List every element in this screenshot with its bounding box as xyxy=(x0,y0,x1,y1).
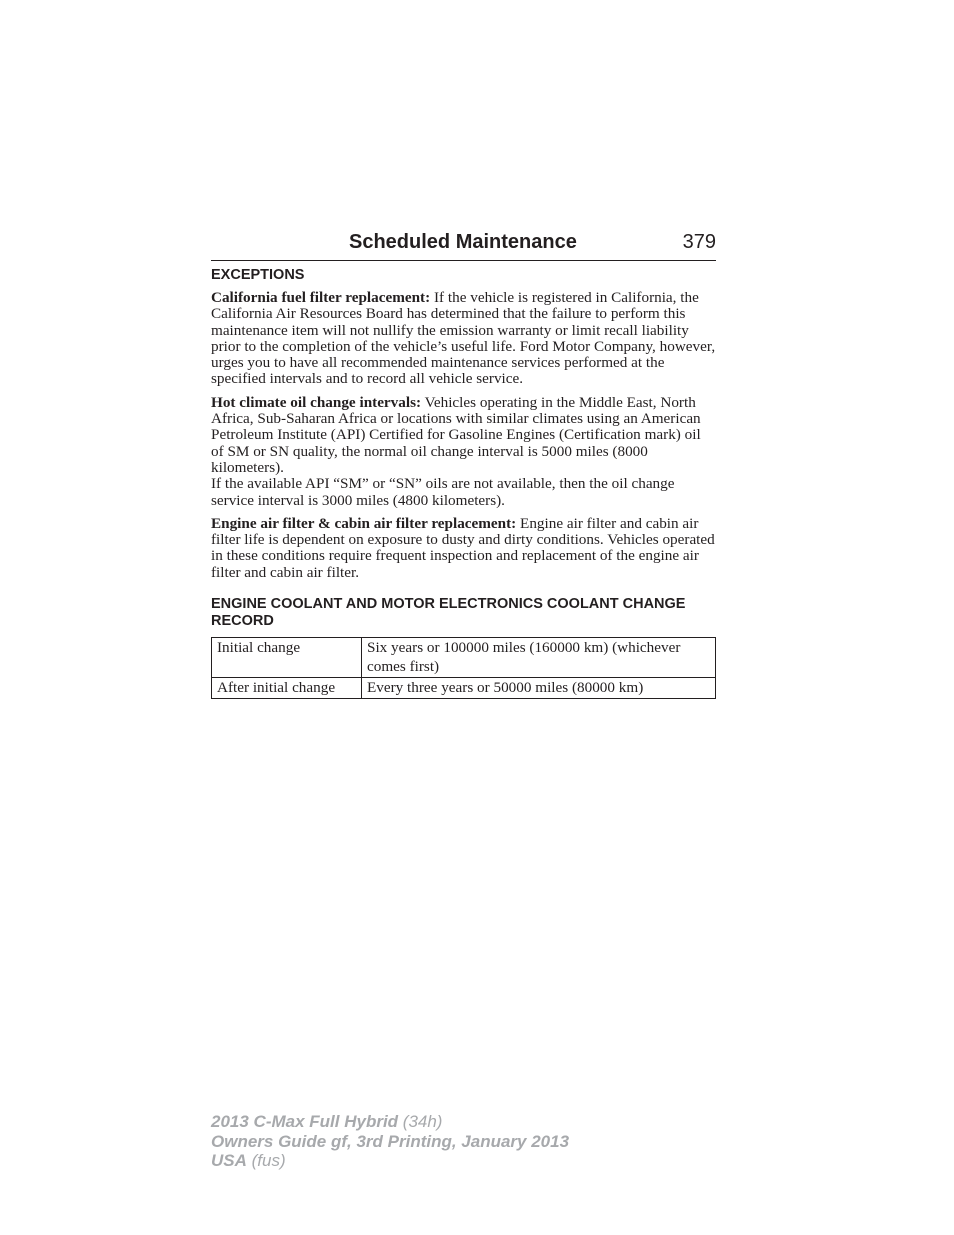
table-cell-value: Every three years or 50000 miles (80000 km) xyxy=(362,678,716,699)
california-fuel-filter-paragraph xyxy=(211,290,716,388)
air-filter-paragraph xyxy=(211,516,716,581)
footer-guide-line xyxy=(211,1132,569,1152)
coolant-change-table xyxy=(211,637,716,699)
footer-market-code: (fus) xyxy=(246,1151,286,1170)
footer-market-line xyxy=(211,1151,569,1171)
page-number: 379 xyxy=(682,231,716,253)
footer-model-line xyxy=(211,1112,569,1132)
table-cell-label: After initial change xyxy=(212,678,362,699)
paragraph-lead: Hot climate oil change intervals: xyxy=(211,393,422,411)
footer-market: USA xyxy=(211,1151,247,1170)
paragraph-text-continued: If the available API “SM” or “SN” oils are not available, then the oil change service interval is 3000 miles (4800 kilometers). xyxy=(211,475,675,509)
paragraph-text: Vehicles operating in the Middle East, North Africa, Sub-Saharan Africa or locations with similar climates using an American Petroleum Institute (API) Certified for Gasoline Engines (Certification mark) oil of SM or SN quality, the normal oil change interval is 5000 miles (8000 kilometers). xyxy=(211,393,701,476)
paragraph-text: Engine air filter and cabin air filter life is dependent on exposure to dusty and dirty conditions. Vehicles operated in these conditions require frequent inspection and replacement of the engine air filter and cabin air filter. xyxy=(211,514,715,581)
page-title: Scheduled Maintenance xyxy=(349,231,577,253)
footer-model-code: (34h) xyxy=(398,1112,443,1131)
page-header xyxy=(211,230,716,261)
coolant-record-heading: ENGINE COOLANT AND MOTOR ELECTRONICS COOLANT CHANGE RECORD xyxy=(211,596,686,630)
footer-guide: Owners Guide gf, 3rd Printing, January 2013 xyxy=(211,1131,570,1151)
page-footer xyxy=(211,1112,569,1171)
paragraph-text: If the vehicle is registered in California, the California Air Resources Board has determined that the failure to perform this maintenance item will not nullify the emission warranty or limit recall liability prior to the completion of the vehicle’s useful life. Ford Motor Company, however, urges you to have all recommended maintenance services performed at the specified intervals and to record all vehicle service. xyxy=(211,289,716,388)
page-content xyxy=(211,267,716,699)
hot-climate-oil-paragraph xyxy=(211,395,716,509)
table-cell-value: Six years or 100000 miles (160000 km) (whichever comes first) xyxy=(362,638,716,678)
paragraph-lead: Engine air filter & cabin air filter replacement: xyxy=(211,514,517,532)
footer-model: 2013 C-Max Full Hybrid xyxy=(211,1112,399,1131)
table-row xyxy=(212,678,716,699)
paragraph-lead: California fuel filter replacement: xyxy=(211,289,431,306)
table-row xyxy=(212,638,716,678)
table-cell-label: Initial change xyxy=(212,638,362,678)
exceptions-heading: EXCEPTIONS xyxy=(211,267,305,283)
